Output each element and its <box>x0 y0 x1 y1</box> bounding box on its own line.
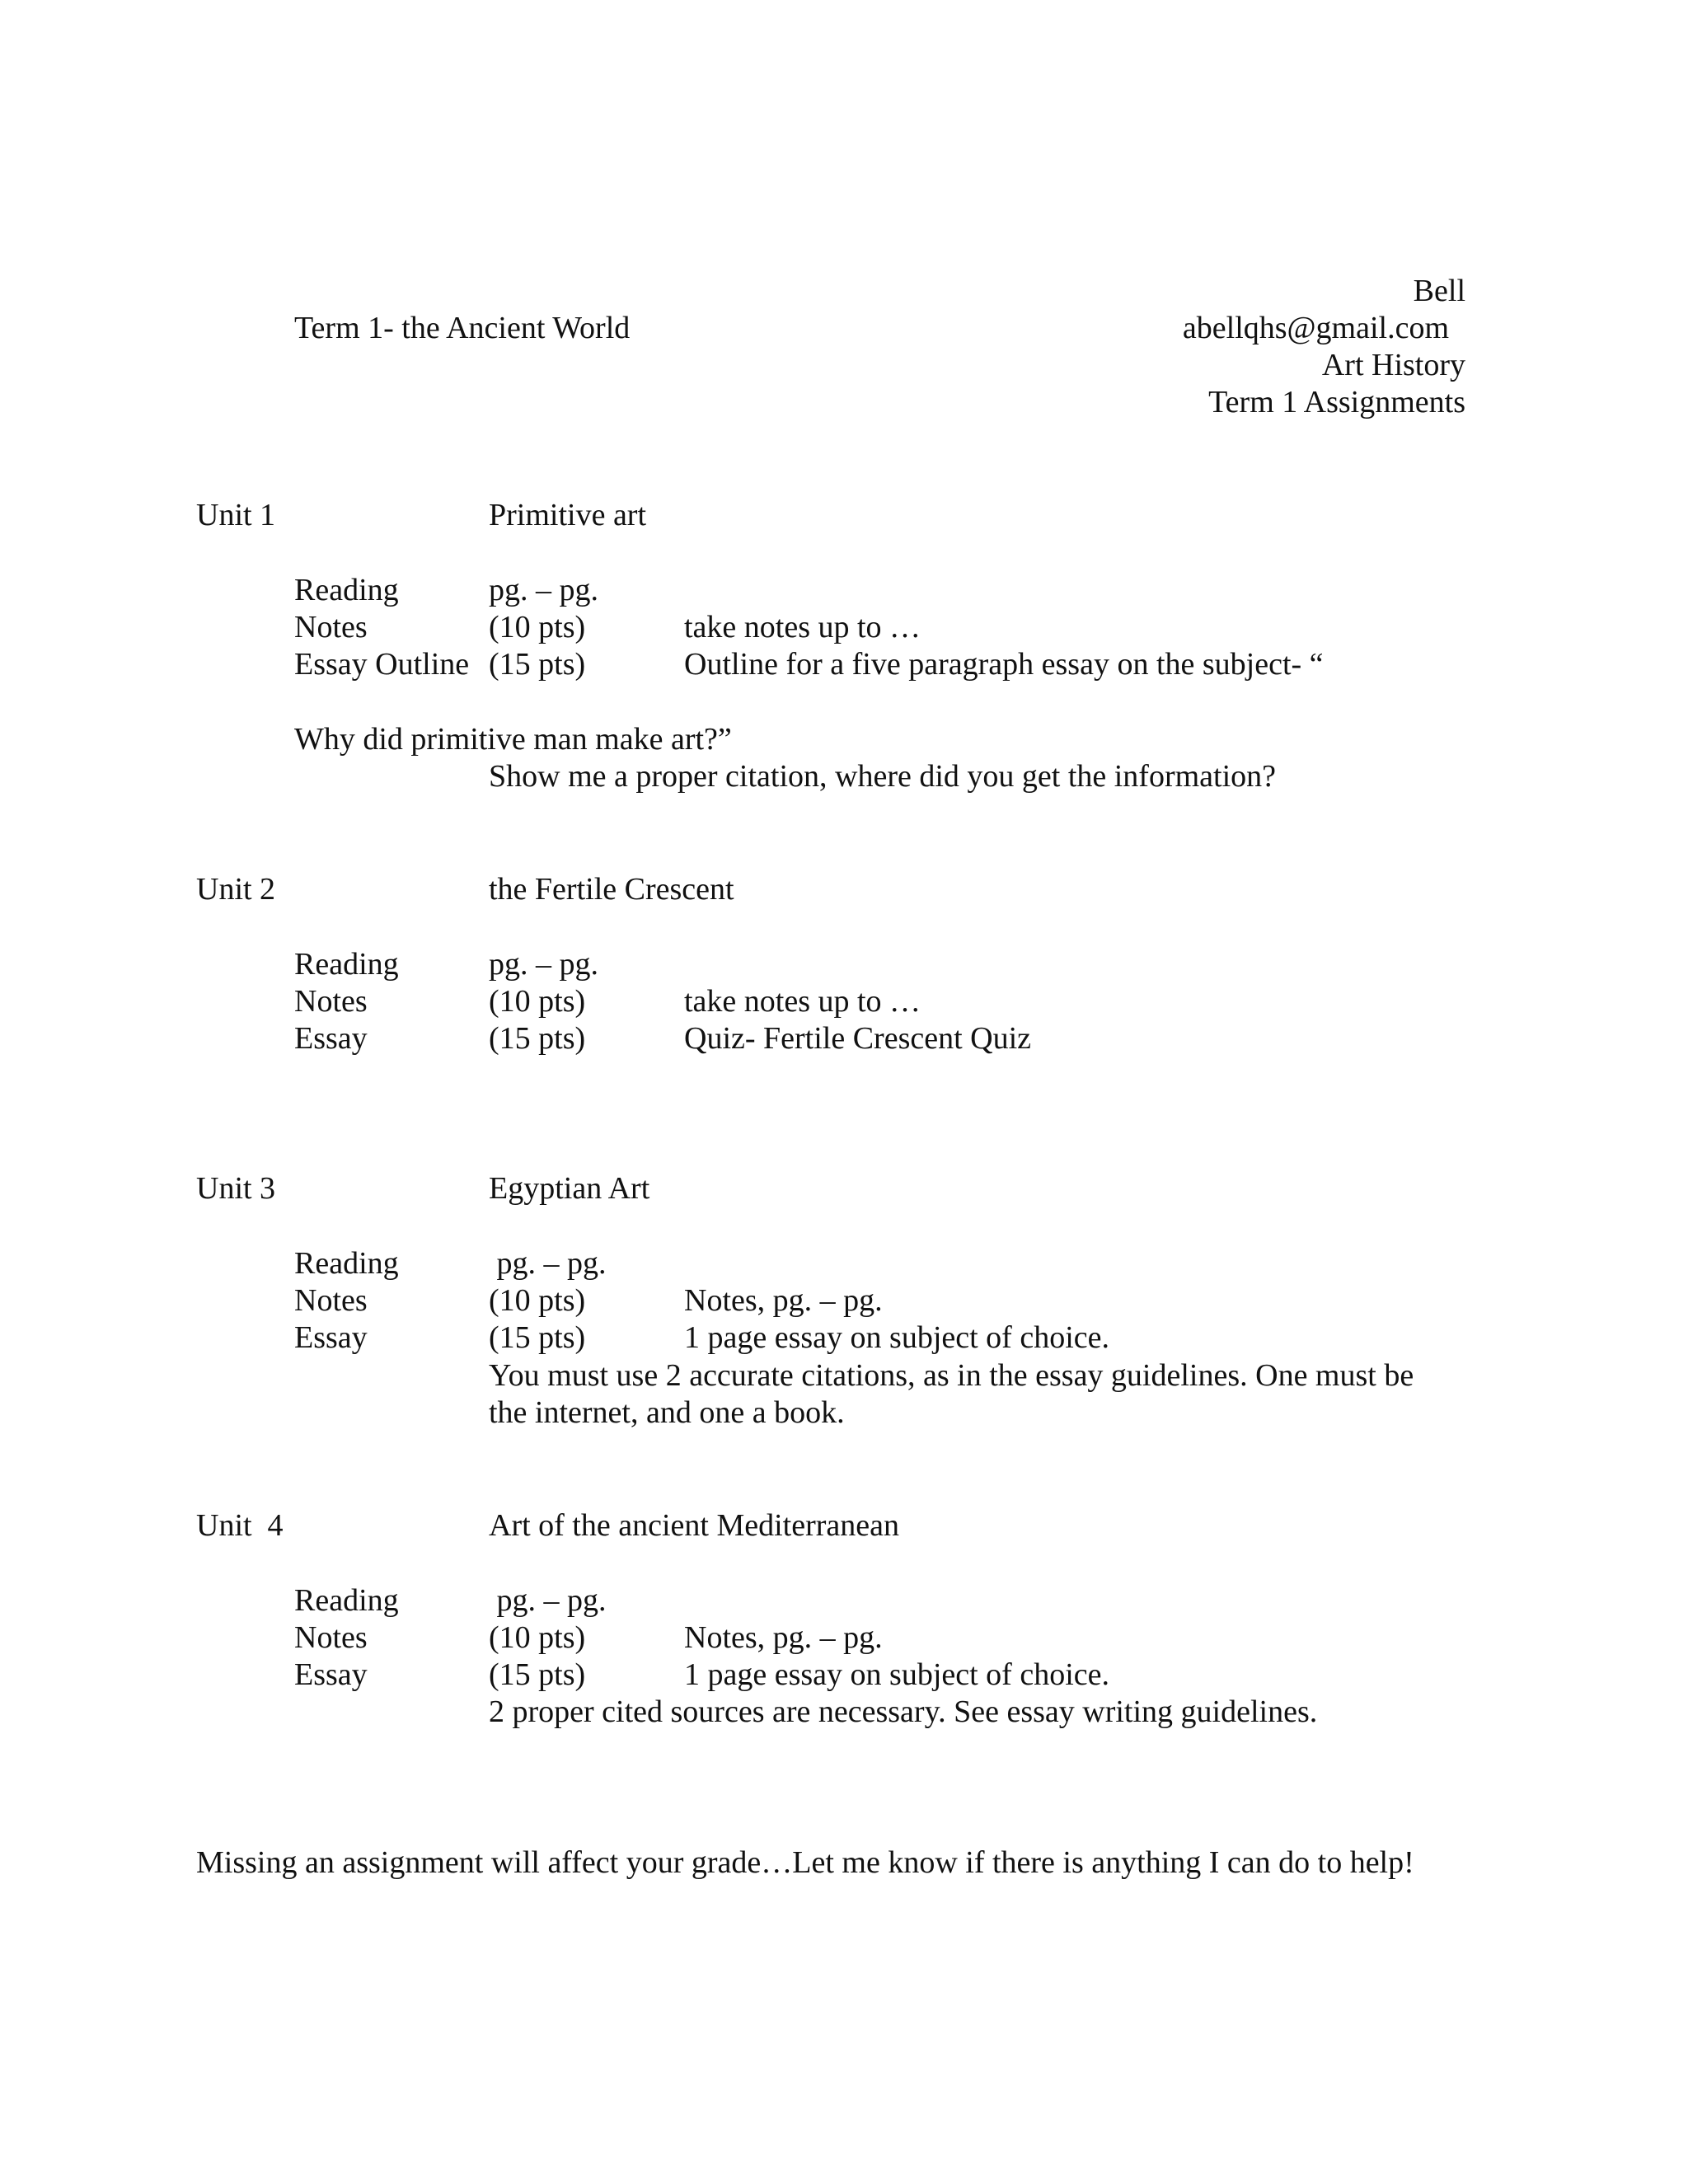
assignment-description: Quiz- Fertile Crescent Quiz <box>684 1021 1032 1056</box>
assignment-points: pg. – pg. <box>489 573 598 607</box>
assignment-item: Essay <box>294 1657 368 1692</box>
document-title: Term 1 Assignments <box>1208 385 1465 419</box>
assignment-item: Notes <box>294 610 368 644</box>
assignment-description: Notes, pg. – pg. <box>684 1283 883 1318</box>
assignment-item: Essay <box>294 1021 368 1056</box>
unit-title: Primitive art <box>489 498 647 532</box>
unit-title: Egyptian Art <box>489 1171 650 1206</box>
assignment-item: Reading <box>294 1583 399 1618</box>
assignment-points: (15 pts) <box>489 1320 586 1355</box>
assignment-item: Notes <box>294 1283 368 1318</box>
assignment-description: Outline for a five paragraph essay on the subject- “ <box>684 647 1324 682</box>
assignment-points: pg. – pg. <box>489 1583 607 1618</box>
assignment-points: (10 pts) <box>489 1283 586 1318</box>
assignment-item: Essay <box>294 1320 368 1355</box>
assignment-note: the internet, and one a book. <box>489 1395 845 1430</box>
assignment-description: take notes up to … <box>684 610 921 644</box>
assignment-note: 2 proper cited sources are necessary. See essay writing guidelines. <box>489 1694 1318 1729</box>
assignment-item: Reading <box>294 573 399 607</box>
unit-title: Art of the ancient Mediterranean <box>489 1508 899 1543</box>
assignment-item: Reading <box>294 1246 399 1281</box>
assignment-item: Notes <box>294 1620 368 1655</box>
assignment-points: (15 pts) <box>489 1657 586 1692</box>
assignment-description: take notes up to … <box>684 984 921 1019</box>
assignment-description: Notes, pg. – pg. <box>684 1620 883 1655</box>
teacher-name: Bell <box>1413 274 1465 308</box>
assignment-description: 1 page essay on subject of choice. <box>684 1320 1109 1355</box>
assignment-points: (10 pts) <box>489 610 586 644</box>
assignment-item: Notes <box>294 984 368 1019</box>
assignment-points: (15 pts) <box>489 647 586 682</box>
assignment-note: You must use 2 accurate citations, as in the essay guidelines. One must be <box>489 1358 1414 1393</box>
unit-title: the Fertile Crescent <box>489 872 734 907</box>
term-title: Term 1- the Ancient World <box>294 311 631 345</box>
assignment-points: pg. – pg. <box>489 1246 607 1281</box>
assignment-item: Reading <box>294 947 399 982</box>
email-address: abellqhs@gmail.com <box>1182 311 1449 345</box>
assignment-points: pg. – pg. <box>489 947 598 982</box>
unit-label: Unit 4 <box>196 1508 284 1543</box>
assignment-description: 1 page essay on subject of choice. <box>684 1657 1109 1692</box>
assignment-points: (10 pts) <box>489 984 586 1019</box>
assignment-note: Why did primitive man make art?” <box>294 722 732 757</box>
assignment-item: Essay Outline <box>294 647 470 682</box>
closing-note: Missing an assignment will affect your grade…Let me know if there is anything I can do to help! <box>196 1845 1414 1880</box>
unit-label: Unit 3 <box>196 1171 276 1206</box>
assignment-note: Show me a proper citation, where did you get the information? <box>489 759 1277 794</box>
assignment-points: (15 pts) <box>489 1021 586 1056</box>
course-name: Art History <box>1321 348 1465 382</box>
unit-label: Unit 1 <box>196 498 276 532</box>
unit-label: Unit 2 <box>196 872 276 907</box>
assignment-points: (10 pts) <box>489 1620 586 1655</box>
